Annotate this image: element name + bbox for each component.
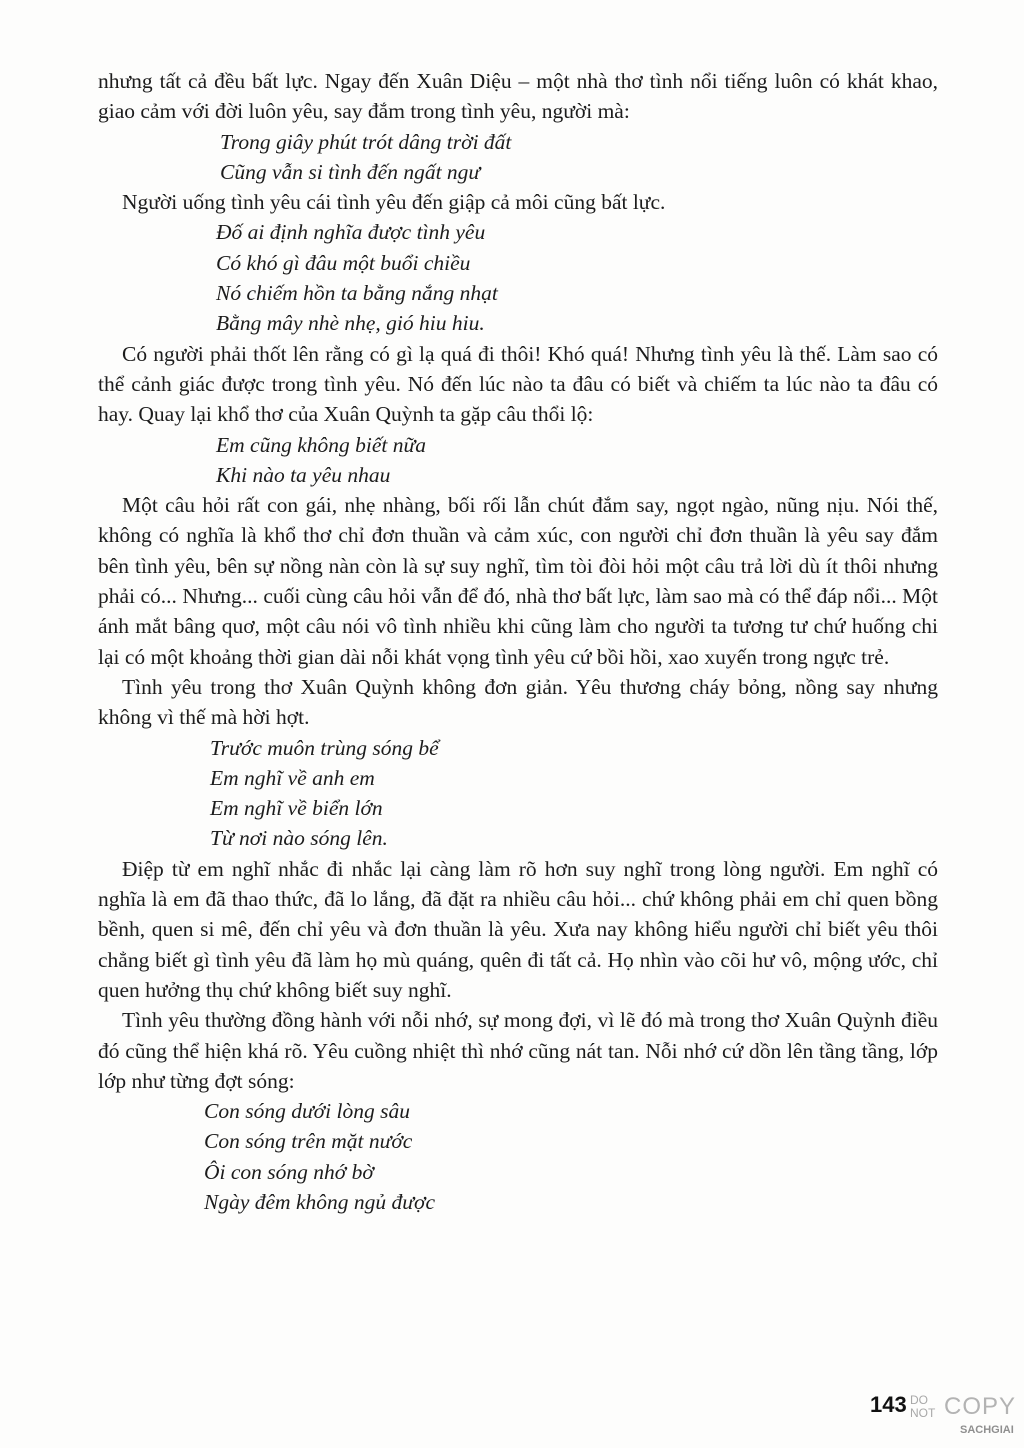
poem-line: Nó chiếm hồn ta bằng nắng nhạt xyxy=(216,281,498,306)
poem-excerpt xyxy=(98,127,938,188)
poem-line: Trước muôn trùng sóng bể xyxy=(210,735,439,760)
poem-line: Bằng mây nhè nhẹ, gió hiu hiu. xyxy=(216,311,485,336)
poem-line: Ngày đêm không ngủ được xyxy=(204,1189,435,1214)
paragraph: Người uống tình yêu cái tình yêu đến giập cả môi cũng bất lực. xyxy=(122,190,666,215)
watermark-sachgiai: SACHGIAI xyxy=(960,1424,1014,1436)
page-footer xyxy=(870,1392,1020,1444)
watermark-logo xyxy=(910,1394,1020,1440)
paragraph: Tình yêu thường đồng hành với nỗi nhớ, sự mong đợi, vì lẽ đó mà trong thơ Xuân Quỳnh điều đó cũng thể hiện khá rõ. Yêu cuồng nhiệt thì nhớ cũng nát tan. Nỗi nhớ cứ dồn lên tầng tầng, lớp lớp như từng đợt sóng: xyxy=(98,1008,938,1093)
poem-line: Trong giây phút trót dâng trời đất xyxy=(220,129,512,154)
poem-excerpt xyxy=(98,1096,938,1217)
page-body xyxy=(98,66,938,1217)
watermark-not: NOT xyxy=(910,1406,936,1420)
poem-line: Con sóng trên mặt nước xyxy=(204,1129,413,1154)
poem-line: Khi nào ta yêu nhau xyxy=(216,462,391,487)
paragraph: nhưng tất cả đều bất lực. Ngay đến Xuân Diệu – một nhà thơ tình nổi tiếng luôn có khát khao, giao cảm với đời luôn yêu, say đắm trong tình yêu, người mà: xyxy=(98,69,938,124)
paragraph: Có người phải thốt lên rằng có gì lạ quá đi thôi! Khó quá! Nhưng tình yêu là thế. Làm sao có thể cảnh giác được trong tình yêu. Nó đến lúc nào ta đâu có biết và chiếm ta lúc nào ta đâu có hay. Quay lại khổ thơ của Xuân Quỳnh ta gặp câu thổi lộ: xyxy=(98,341,938,427)
poem-line: Em cũng không biết nữa xyxy=(216,432,426,457)
poem-line: Từ nơi nào sóng lên. xyxy=(210,826,388,851)
poem-excerpt xyxy=(98,430,938,491)
poem-line: Đố ai định nghĩa được tình yêu xyxy=(216,220,486,245)
paragraph: Điệp từ em nghĩ nhắc đi nhắc lại càng làm rõ hơn suy nghĩ trong lòng người. Em nghĩ có nghĩa là em đã thao thức, đã lo lắng, đã đặt ra nhiều câu hỏi... chứ không phải em chỉ quen bồng bềnh, quen si mê, đến chỉ yêu và đơn thuần là yêu. Xưa nay không hiểu người chỉ biết yêu thôi chẳng biết gì tình yêu đã làm họ mù quáng, quên đi tất cả. Họ nhìn vào cõi hư vô, mộng ước, chỉ quen hưởng thụ chứ không biết suy nghĩ. xyxy=(98,856,938,1002)
poem-line: Con sóng dưới lòng sâu xyxy=(204,1099,410,1124)
poem-excerpt xyxy=(98,733,938,854)
poem-line: Cũng vẫn si tình đến ngất ngư xyxy=(220,159,481,184)
watermark-do: DO xyxy=(910,1393,928,1407)
watermark-copy: COPY xyxy=(944,1393,1017,1420)
poem-line: Em nghĩ về anh em xyxy=(210,765,375,790)
page-number: 143 xyxy=(870,1392,907,1417)
poem-line: Có khó gì đâu một buổi chiều xyxy=(216,250,471,275)
paragraph: Một câu hỏi rất con gái, nhẹ nhàng, bối rối lẫn chút đắm say, ngọt ngào, nũng nịu. Nói thế, không có nghĩa là khổ thơ chỉ đơn thuần và cảm xúc, con người chỉ đơn thuần là yêu say đắm bên tình yêu, bên sự nồng nàn còn là sự suy nghĩ, tìm tòi đòi hỏi một câu trả lời dù ít thôi nhưng phải có... Nhưng... cuối cùng câu hỏi vẫn để đó, nhà thơ bất lực, làm sao mà có thể đáp nổi... Một ánh mắt bâng quơ, một câu nói vô tình nhiều khi cũng làm cho người ta tương tư chứ huống chi lại có một khoảng thời gian dài nỗi khát vọng tình yêu cứ bồi hồi, xao xuyến trong ngực trẻ. xyxy=(98,493,938,669)
poem-excerpt xyxy=(98,217,938,338)
poem-line: Em nghĩ về biển lớn xyxy=(210,796,383,821)
paragraph: Tình yêu trong thơ Xuân Quỳnh không đơn giản. Yêu thương cháy bỏng, nồng say nhưng không vì thế mà hời hợt. xyxy=(98,674,938,730)
poem-line: Ôi con sóng nhớ bờ xyxy=(204,1159,374,1184)
